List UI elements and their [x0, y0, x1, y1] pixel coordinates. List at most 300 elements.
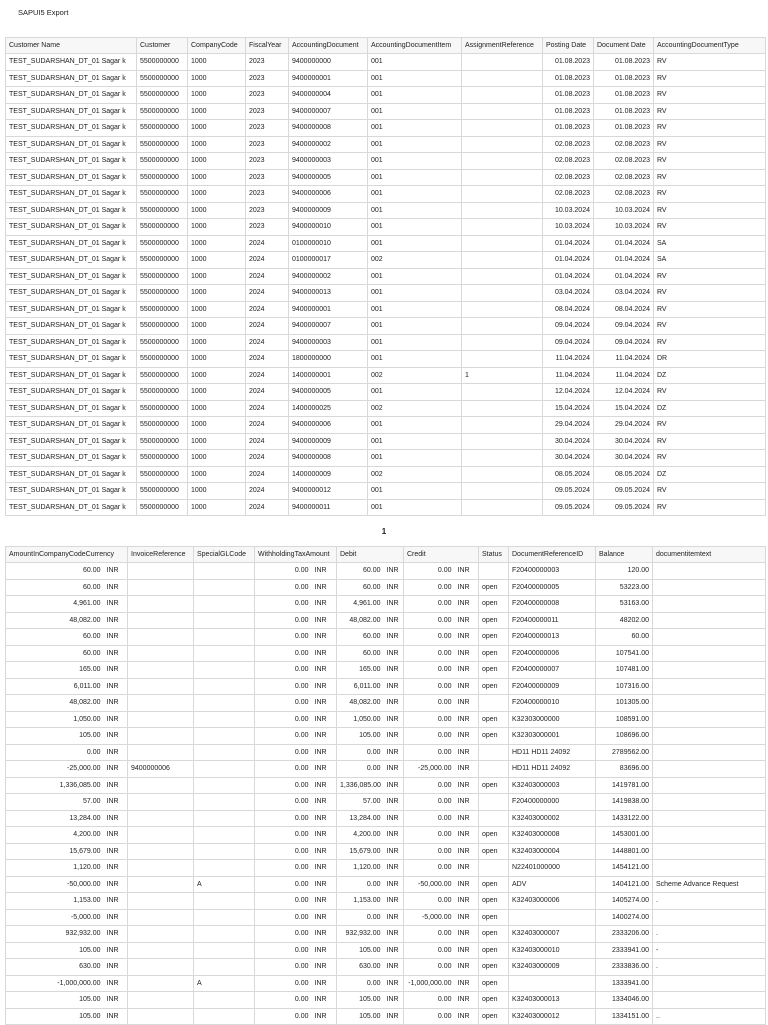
- table-row: [6, 268, 766, 285]
- table-cell: INR: [455, 794, 479, 811]
- table-cell: 001: [368, 235, 462, 252]
- table-cell: [128, 563, 194, 580]
- column-header: WithholdingTaxAmount: [255, 547, 337, 563]
- table-cell: [479, 744, 509, 761]
- table-cell: 2024: [246, 483, 289, 500]
- table-row: [6, 318, 766, 335]
- table-cell: [462, 219, 543, 236]
- table-cell: INR: [312, 728, 337, 745]
- table-cell: RV: [654, 285, 766, 302]
- table-cell: INR: [312, 942, 337, 959]
- table-cell: 1400000001: [289, 367, 368, 384]
- table-cell: [653, 761, 766, 778]
- table-cell: INR: [104, 645, 128, 662]
- table-cell: [479, 695, 509, 712]
- table-cell: 0.00: [404, 563, 455, 580]
- table-cell: [128, 629, 194, 646]
- table-cell: TEST_SUDARSHAN_DT_01 Sagar k: [6, 433, 137, 450]
- table-cell: 2023: [246, 87, 289, 104]
- table-cell: 2024: [246, 384, 289, 401]
- table-cell: 0.00: [255, 728, 312, 745]
- table-cell: -5,000.00: [6, 909, 104, 926]
- table-cell: INR: [312, 579, 337, 596]
- table-cell: 001: [368, 153, 462, 170]
- table-cell: INR: [455, 728, 479, 745]
- table-cell: -: [653, 942, 766, 959]
- table-cell: 09.04.2024: [594, 318, 654, 335]
- table-cell: 0.00: [404, 893, 455, 910]
- table-cell: [653, 843, 766, 860]
- table-cell: 2023: [246, 186, 289, 203]
- table-cell: 30.04.2024: [543, 433, 594, 450]
- table-cell: INR: [384, 711, 404, 728]
- table-cell: 5500000000: [137, 400, 188, 417]
- table-cell: -50,000.00: [404, 876, 455, 893]
- table-cell: 1000: [188, 450, 246, 467]
- table-cell: RV: [654, 54, 766, 71]
- table-cell: RV: [654, 186, 766, 203]
- table-cell: [462, 235, 543, 252]
- table-cell: 0.00: [404, 596, 455, 613]
- table-cell: 2024: [246, 334, 289, 351]
- table-cell: [128, 695, 194, 712]
- table-cell: [128, 909, 194, 926]
- table-cell: 0.00: [337, 909, 384, 926]
- table-cell: 60.00: [337, 579, 384, 596]
- table-cell: INR: [104, 1008, 128, 1025]
- table-cell: .: [653, 926, 766, 943]
- table-cell: 08.05.2024: [594, 466, 654, 483]
- table-cell: 5500000000: [137, 219, 188, 236]
- table-cell: [128, 777, 194, 794]
- table-cell: 0.00: [404, 744, 455, 761]
- table-cell: 9400000008: [289, 120, 368, 137]
- table-header-row: [6, 38, 766, 54]
- table-cell: [194, 744, 255, 761]
- table-row: [6, 351, 766, 368]
- table-cell: INR: [455, 662, 479, 679]
- table-cell: TEST_SUDARSHAN_DT_01 Sagar k: [6, 54, 137, 71]
- table-cell: [479, 761, 509, 778]
- table-cell: 01.04.2024: [594, 235, 654, 252]
- table-cell: 0.00: [404, 843, 455, 860]
- table-cell: 1,336,085.00: [337, 777, 384, 794]
- table-cell: [462, 351, 543, 368]
- table-cell: 6,011.00: [6, 678, 104, 695]
- table-cell: DZ: [654, 466, 766, 483]
- table-cell: TEST_SUDARSHAN_DT_01 Sagar k: [6, 268, 137, 285]
- table-row: [6, 629, 766, 646]
- table-cell: 2024: [246, 252, 289, 269]
- table-cell: 4,961.00: [337, 596, 384, 613]
- table-cell: [194, 926, 255, 943]
- table-cell: 60.00: [6, 645, 104, 662]
- table-cell: 48,082.00: [337, 695, 384, 712]
- table-cell: [462, 318, 543, 335]
- table-cell: INR: [312, 695, 337, 712]
- table-cell: [194, 810, 255, 827]
- column-header: Customer: [137, 38, 188, 54]
- table-row: [6, 794, 766, 811]
- table-cell: 630.00: [6, 959, 104, 976]
- table-cell: open: [479, 579, 509, 596]
- table-cell: 0.00: [404, 579, 455, 596]
- column-header: AccountingDocumentType: [654, 38, 766, 54]
- table-cell: 107541.00: [596, 645, 653, 662]
- table-cell: INR: [312, 678, 337, 695]
- table-row: [6, 54, 766, 71]
- column-header: AmountInCompanyCodeCurrency: [6, 547, 128, 563]
- table-cell: F20400000010: [509, 695, 596, 712]
- table-row: [6, 417, 766, 434]
- table-cell: [128, 794, 194, 811]
- table-cell: open: [479, 596, 509, 613]
- table-cell: open: [479, 893, 509, 910]
- table-cell: 0.00: [255, 612, 312, 629]
- table-cell: TEST_SUDARSHAN_DT_01 Sagar k: [6, 483, 137, 500]
- table-cell: 0.00: [255, 563, 312, 580]
- table-cell: 12.04.2024: [543, 384, 594, 401]
- table-cell: [462, 301, 543, 318]
- table-cell: INR: [104, 794, 128, 811]
- table-cell: 9400000000: [289, 54, 368, 71]
- table-cell: 0.00: [255, 959, 312, 976]
- table-cell: 9400000001: [289, 70, 368, 87]
- table-cell: A: [194, 876, 255, 893]
- table-cell: INR: [384, 860, 404, 877]
- table-cell: INR: [104, 893, 128, 910]
- table-row: [6, 843, 766, 860]
- table-cell: 001: [368, 70, 462, 87]
- table-cell: [653, 909, 766, 926]
- table-cell: [653, 827, 766, 844]
- table-cell: 105.00: [6, 1008, 104, 1025]
- table-cell: INR: [312, 843, 337, 860]
- table-cell: 1400000009: [289, 466, 368, 483]
- table-cell: TEST_SUDARSHAN_DT_01 Sagar k: [6, 318, 137, 335]
- table-cell: 01.08.2023: [594, 103, 654, 120]
- table-cell: 5500000000: [137, 136, 188, 153]
- table-cell: INR: [312, 810, 337, 827]
- table-cell: INR: [384, 992, 404, 1009]
- table-cell: INR: [104, 629, 128, 646]
- table-cell: RV: [654, 450, 766, 467]
- table-cell: 2024: [246, 466, 289, 483]
- table-cell: INR: [384, 942, 404, 959]
- table-cell: 9400000007: [289, 318, 368, 335]
- table-cell: 60.00: [337, 563, 384, 580]
- table-cell: 1000: [188, 384, 246, 401]
- table-cell: INR: [384, 777, 404, 794]
- table-cell: INR: [455, 926, 479, 943]
- table-cell: [462, 54, 543, 71]
- table-cell: [462, 285, 543, 302]
- table-cell: open: [479, 777, 509, 794]
- table-cell: K32403000006: [509, 893, 596, 910]
- table-row: [6, 645, 766, 662]
- table-cell: [462, 169, 543, 186]
- table-cell: 0.00: [404, 695, 455, 712]
- table-cell: 09.05.2024: [594, 483, 654, 500]
- table-cell: 9400000001: [289, 301, 368, 318]
- table-cell: INR: [384, 645, 404, 662]
- table-cell: 105.00: [337, 1008, 384, 1025]
- table-cell: 11.04.2024: [594, 367, 654, 384]
- table-cell: 08.04.2024: [543, 301, 594, 318]
- table-cell: RV: [654, 268, 766, 285]
- table-cell: [128, 596, 194, 613]
- table-cell: 0.00: [404, 612, 455, 629]
- table-cell: 5500000000: [137, 252, 188, 269]
- table-cell: open: [479, 992, 509, 1009]
- table-cell: 1000: [188, 433, 246, 450]
- table-cell: TEST_SUDARSHAN_DT_01 Sagar k: [6, 252, 137, 269]
- table-cell: 2333836.00: [596, 959, 653, 976]
- table-cell: TEST_SUDARSHAN_DT_01 Sagar k: [6, 87, 137, 104]
- table-cell: INR: [384, 843, 404, 860]
- table-cell: INR: [104, 909, 128, 926]
- table-cell: [509, 975, 596, 992]
- table-cell: [462, 483, 543, 500]
- table-cell: 0.00: [404, 678, 455, 695]
- table-cell: 48,082.00: [6, 612, 104, 629]
- table-cell: 1800000000: [289, 351, 368, 368]
- table-cell: 1000: [188, 334, 246, 351]
- table-cell: K32303000000: [509, 711, 596, 728]
- column-header: SpecialGLCode: [194, 547, 255, 563]
- table-cell: [653, 645, 766, 662]
- table-cell: INR: [104, 563, 128, 580]
- table-cell: TEST_SUDARSHAN_DT_01 Sagar k: [6, 136, 137, 153]
- table-cell: 5500000000: [137, 169, 188, 186]
- table-cell: [653, 612, 766, 629]
- table-cell: 53163.00: [596, 596, 653, 613]
- table-cell: INR: [312, 827, 337, 844]
- table-cell: 002: [368, 252, 462, 269]
- table-row: [6, 252, 766, 269]
- table-cell: RV: [654, 499, 766, 516]
- table-cell: 2024: [246, 351, 289, 368]
- table-cell: 9400000008: [289, 450, 368, 467]
- table-cell: [653, 992, 766, 1009]
- table-cell: SA: [654, 252, 766, 269]
- table-cell: [509, 909, 596, 926]
- table-cell: 13,284.00: [6, 810, 104, 827]
- table-cell: 48,082.00: [6, 695, 104, 712]
- table-cell: 2023: [246, 219, 289, 236]
- table-cell: TEST_SUDARSHAN_DT_01 Sagar k: [6, 202, 137, 219]
- table-cell: INR: [384, 909, 404, 926]
- table-row: [6, 744, 766, 761]
- table-cell: 0.00: [255, 810, 312, 827]
- table-cell: [194, 1008, 255, 1025]
- table-cell: INR: [312, 761, 337, 778]
- table-cell: 9400000009: [289, 202, 368, 219]
- table-cell: 001: [368, 351, 462, 368]
- table-cell: 5500000000: [137, 54, 188, 71]
- table-row: [6, 136, 766, 153]
- table-cell: F20400000003: [509, 563, 596, 580]
- table-cell: 0100000017: [289, 252, 368, 269]
- table-cell: K32403000012: [509, 1008, 596, 1025]
- table-cell: 01.08.2023: [594, 87, 654, 104]
- table-cell: open: [479, 612, 509, 629]
- table-row: [6, 334, 766, 351]
- table-cell: 4,200.00: [6, 827, 104, 844]
- table-cell: TEST_SUDARSHAN_DT_01 Sagar k: [6, 235, 137, 252]
- table-header-row: [6, 547, 766, 563]
- table-cell: 2789562.00: [596, 744, 653, 761]
- table-cell: INR: [384, 629, 404, 646]
- table-cell: [128, 579, 194, 596]
- table-cell: open: [479, 728, 509, 745]
- table-cell: N22401000000: [509, 860, 596, 877]
- table-cell: 1404121.00: [596, 876, 653, 893]
- table-cell: 001: [368, 499, 462, 516]
- table-cell: INR: [312, 926, 337, 943]
- table-cell: TEST_SUDARSHAN_DT_01 Sagar k: [6, 450, 137, 467]
- table-cell: [653, 860, 766, 877]
- table-row: [6, 678, 766, 695]
- table-cell: 29.04.2024: [543, 417, 594, 434]
- table-cell: open: [479, 1008, 509, 1025]
- table-cell: INR: [104, 876, 128, 893]
- table-cell: INR: [384, 975, 404, 992]
- table-cell: 107316.00: [596, 678, 653, 695]
- table-cell: 48202.00: [596, 612, 653, 629]
- table-row: [6, 926, 766, 943]
- table-cell: 01.08.2023: [594, 54, 654, 71]
- table-cell: 120.00: [596, 563, 653, 580]
- table-cell: 1000: [188, 318, 246, 335]
- table-cell: 0.00: [404, 645, 455, 662]
- table-cell: INR: [455, 629, 479, 646]
- table-cell: [462, 202, 543, 219]
- table-cell: INR: [104, 612, 128, 629]
- table-cell: A: [194, 975, 255, 992]
- table-cell: INR: [312, 629, 337, 646]
- table-cell: 0.00: [255, 678, 312, 695]
- table-cell: 002: [368, 466, 462, 483]
- table-cell: 0.00: [255, 744, 312, 761]
- table-row: [6, 728, 766, 745]
- table-cell: 0.00: [404, 992, 455, 1009]
- table-cell: 1000: [188, 268, 246, 285]
- table-cell: INR: [455, 810, 479, 827]
- table-cell: 53223.00: [596, 579, 653, 596]
- table-cell: INR: [455, 827, 479, 844]
- table-cell: 5500000000: [137, 417, 188, 434]
- table-cell: 001: [368, 450, 462, 467]
- table-cell: INR: [384, 761, 404, 778]
- table-cell: 5500000000: [137, 367, 188, 384]
- table-cell: [194, 909, 255, 926]
- table-cell: 108591.00: [596, 711, 653, 728]
- table-cell: [128, 678, 194, 695]
- table-cell: [653, 744, 766, 761]
- table-cell: 2023: [246, 202, 289, 219]
- table-cell: RV: [654, 169, 766, 186]
- table-cell: 105.00: [337, 728, 384, 745]
- table-cell: .: [653, 959, 766, 976]
- table-cell: 0.00: [337, 975, 384, 992]
- table-cell: 08.05.2024: [543, 466, 594, 483]
- table-cell: 5500000000: [137, 87, 188, 104]
- table-cell: INR: [384, 959, 404, 976]
- table-cell: INR: [455, 942, 479, 959]
- table-cell: 001: [368, 334, 462, 351]
- table-cell: 83696.00: [596, 761, 653, 778]
- table-cell: TEST_SUDARSHAN_DT_01 Sagar k: [6, 285, 137, 302]
- table-cell: 9400000003: [289, 153, 368, 170]
- table-cell: [194, 893, 255, 910]
- table-cell: TEST_SUDARSHAN_DT_01 Sagar k: [6, 400, 137, 417]
- table-cell: F20400000005: [509, 579, 596, 596]
- table-cell: TEST_SUDARSHAN_DT_01 Sagar k: [6, 301, 137, 318]
- table-cell: TEST_SUDARSHAN_DT_01 Sagar k: [6, 417, 137, 434]
- table-cell: 5500000000: [137, 483, 188, 500]
- table-cell: 1000: [188, 186, 246, 203]
- table-cell: [194, 579, 255, 596]
- table-cell: [194, 563, 255, 580]
- table-cell: 02.08.2023: [543, 136, 594, 153]
- table-cell: INR: [104, 695, 128, 712]
- table-row: [6, 466, 766, 483]
- table-row: [6, 235, 766, 252]
- table-cell: [462, 120, 543, 137]
- table-cell: 2024: [246, 301, 289, 318]
- table-cell: [194, 629, 255, 646]
- table-cell: INR: [384, 612, 404, 629]
- table-cell: TEST_SUDARSHAN_DT_01 Sagar k: [6, 169, 137, 186]
- table-cell: 9400000005: [289, 384, 368, 401]
- table-cell: INR: [384, 827, 404, 844]
- table-cell: TEST_SUDARSHAN_DT_01 Sagar k: [6, 103, 137, 120]
- table-cell: 1000: [188, 120, 246, 137]
- table-cell: 2023: [246, 120, 289, 137]
- table-cell: 0.00: [255, 695, 312, 712]
- table-cell: open: [479, 678, 509, 695]
- table-cell: 001: [368, 169, 462, 186]
- table-cell: [462, 87, 543, 104]
- table-cell: 0.00: [404, 827, 455, 844]
- table-cell: 30.04.2024: [594, 450, 654, 467]
- table-cell: HD11 HD11 24092: [509, 744, 596, 761]
- table-cell: K32303000001: [509, 728, 596, 745]
- table-cell: K32403000013: [509, 992, 596, 1009]
- table-cell: 15,679.00: [6, 843, 104, 860]
- table-cell: 2333206.00: [596, 926, 653, 943]
- table-cell: 5500000000: [137, 301, 188, 318]
- table-cell: 1000: [188, 87, 246, 104]
- table-cell: INR: [104, 728, 128, 745]
- table-cell: F20400000009: [509, 678, 596, 695]
- table-cell: [194, 662, 255, 679]
- table-cell: 0.00: [337, 744, 384, 761]
- table-cell: 2024: [246, 268, 289, 285]
- table-cell: [462, 268, 543, 285]
- column-header: FiscalYear: [246, 38, 289, 54]
- table-cell: 0.00: [255, 662, 312, 679]
- table-row: [6, 662, 766, 679]
- table-cell: 10.03.2024: [594, 202, 654, 219]
- table-cell: 2024: [246, 318, 289, 335]
- table-cell: 5500000000: [137, 103, 188, 120]
- table-cell: 11.04.2024: [543, 367, 594, 384]
- table-cell: [128, 827, 194, 844]
- table-row: [6, 942, 766, 959]
- table-cell: [653, 810, 766, 827]
